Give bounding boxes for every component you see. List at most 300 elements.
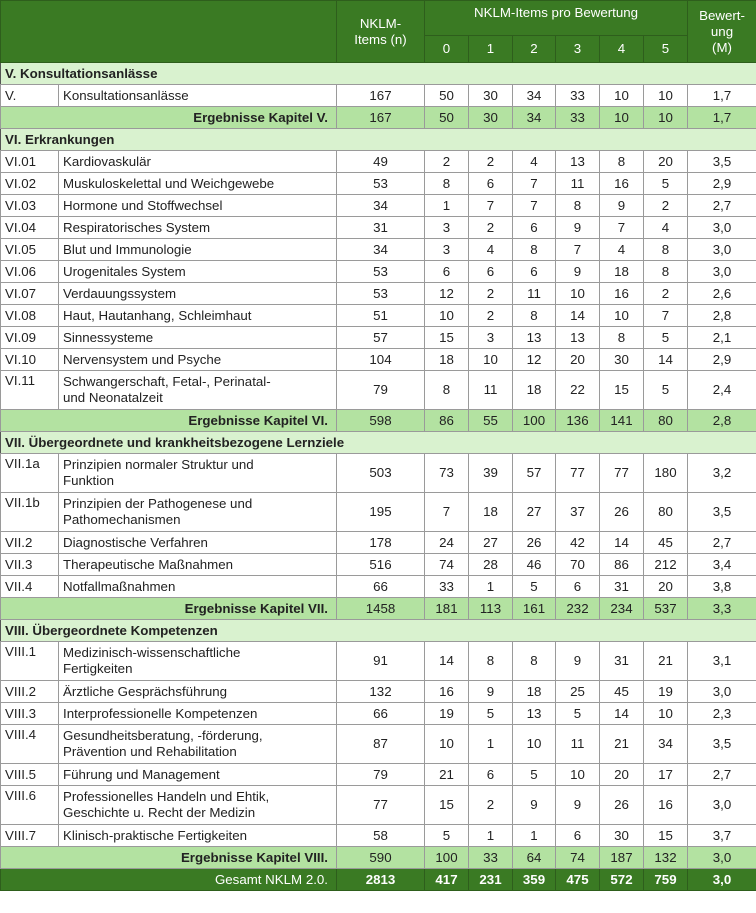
cell-rating-4: 45 xyxy=(600,681,644,703)
header-nklm-items-line1: NKLM- xyxy=(359,15,402,31)
cell-rating-4: 572 xyxy=(600,869,644,891)
cell-rating-4: 10 xyxy=(600,107,644,129)
cell-rating-2: 7 xyxy=(513,195,556,217)
chapter-title: VIII. Übergeordnete Kompetenzen xyxy=(1,620,756,642)
cell-rating-2: 13 xyxy=(513,703,556,725)
chapter-header-row xyxy=(1,63,756,85)
chapter-title: V. Konsultationsanlässe xyxy=(1,63,756,85)
cell-rating-2: 5 xyxy=(513,576,556,598)
cell-rating-1: 30 xyxy=(469,107,513,129)
cell-nklm-items: 49 xyxy=(337,151,425,173)
cell-rating-0: 181 xyxy=(425,598,469,620)
cell-code: VI.08 xyxy=(1,305,59,327)
summary-label: Ergebnisse Kapitel VII. xyxy=(1,598,337,620)
cell-nklm-items: 34 xyxy=(337,239,425,261)
header-mean-rating xyxy=(688,1,756,63)
cell-rating-0: 2 xyxy=(425,151,469,173)
cell-rating-0: 100 xyxy=(425,847,469,869)
cell-rating-1: 1 xyxy=(469,825,513,847)
cell-rating-1: 2 xyxy=(469,283,513,305)
cell-rating-3: 8 xyxy=(556,195,600,217)
cell-rating-2: 27 xyxy=(513,493,556,532)
cell-rating-4: 14 xyxy=(600,532,644,554)
cell-rating-5: 759 xyxy=(644,869,688,891)
cell-label-line1: Verdauungssystem xyxy=(63,285,177,301)
cell-rating-2: 13 xyxy=(513,327,556,349)
chapter-summary-row xyxy=(1,847,756,869)
chapter-header-row xyxy=(1,129,756,151)
cell-rating-2: 18 xyxy=(513,371,556,410)
cell-rating-2: 7 xyxy=(513,173,556,195)
cell-rating-2: 8 xyxy=(513,305,556,327)
cell-label-line1: Muskuloskelettal und Weichgewebe xyxy=(63,175,275,191)
cell-rating-2: 8 xyxy=(513,642,556,681)
cell-mean-rating: 3,5 xyxy=(688,151,756,173)
cell-rating-4: 15 xyxy=(600,371,644,410)
cell-nklm-items: 77 xyxy=(337,786,425,825)
cell-label-line1: Nervensystem und Psyche xyxy=(63,351,222,367)
cell-rating-2: 34 xyxy=(513,85,556,107)
table-row xyxy=(1,825,756,847)
cell-label-line2: Prävention und Rehabilitation xyxy=(63,744,237,759)
cell-rating-2: 359 xyxy=(513,869,556,891)
cell-rating-5: 14 xyxy=(644,349,688,371)
header-rating-0: 0 xyxy=(425,36,469,63)
cell-mean-rating: 3,0 xyxy=(688,847,756,869)
cell-rating-1: 2 xyxy=(469,305,513,327)
cell-rating-0: 8 xyxy=(425,173,469,195)
cell-rating-1: 5 xyxy=(469,703,513,725)
cell-label xyxy=(59,371,337,410)
cell-rating-1: 39 xyxy=(469,454,513,493)
cell-code: VIII.1 xyxy=(1,642,59,681)
cell-mean-rating: 1,7 xyxy=(688,107,756,129)
table-row xyxy=(1,239,756,261)
cell-nklm-items: 2813 xyxy=(337,869,425,891)
cell-mean-rating: 3,1 xyxy=(688,642,756,681)
cell-rating-4: 8 xyxy=(600,151,644,173)
cell-code: VI.09 xyxy=(1,327,59,349)
cell-rating-3: 232 xyxy=(556,598,600,620)
cell-mean-rating: 3,3 xyxy=(688,598,756,620)
cell-label-line1: Sinnessysteme xyxy=(63,329,154,345)
table-row xyxy=(1,217,756,239)
cell-nklm-items: 598 xyxy=(337,410,425,432)
cell-code: VI.01 xyxy=(1,151,59,173)
cell-mean-rating: 3,4 xyxy=(688,554,756,576)
cell-rating-0: 7 xyxy=(425,493,469,532)
cell-mean-rating: 3,0 xyxy=(688,217,756,239)
cell-rating-5: 2 xyxy=(644,195,688,217)
cell-label-line1: Professionelles Handeln und Ehtik, xyxy=(63,789,270,804)
cell-rating-1: 231 xyxy=(469,869,513,891)
cell-rating-0: 16 xyxy=(425,681,469,703)
cell-rating-0: 24 xyxy=(425,532,469,554)
cell-nklm-items: 1458 xyxy=(337,598,425,620)
cell-label xyxy=(59,554,337,576)
cell-code: VIII.7 xyxy=(1,825,59,847)
cell-rating-4: 141 xyxy=(600,410,644,432)
cell-nklm-items: 167 xyxy=(337,85,425,107)
cell-rating-2: 34 xyxy=(513,107,556,129)
cell-rating-0: 5 xyxy=(425,825,469,847)
cell-rating-0: 73 xyxy=(425,454,469,493)
cell-rating-3: 5 xyxy=(556,703,600,725)
cell-rating-3: 13 xyxy=(556,151,600,173)
cell-rating-3: 9 xyxy=(556,786,600,825)
cell-rating-1: 11 xyxy=(469,371,513,410)
cell-code: VI.11 xyxy=(1,371,59,410)
cell-code: VII.3 xyxy=(1,554,59,576)
cell-label xyxy=(59,681,337,703)
cell-rating-3: 22 xyxy=(556,371,600,410)
cell-rating-5: 132 xyxy=(644,847,688,869)
cell-mean-rating: 2,3 xyxy=(688,703,756,725)
cell-code: VII.2 xyxy=(1,532,59,554)
cell-label-line1: Gesundheitsberatung, -förderung, xyxy=(63,728,263,743)
cell-mean-rating: 3,0 xyxy=(688,869,756,891)
table-row xyxy=(1,642,756,681)
table-body xyxy=(1,63,756,891)
cell-rating-1: 1 xyxy=(469,576,513,598)
header-blank xyxy=(1,1,337,63)
cell-label xyxy=(59,454,337,493)
cell-rating-3: 37 xyxy=(556,493,600,532)
table-row xyxy=(1,681,756,703)
cell-label xyxy=(59,764,337,786)
cell-label-line1: Blut und Immunologie xyxy=(63,241,192,257)
header-nklm-items xyxy=(337,1,425,63)
cell-label xyxy=(59,85,337,107)
cell-mean-rating: 2,6 xyxy=(688,283,756,305)
cell-rating-5: 10 xyxy=(644,85,688,107)
chapter-header-row xyxy=(1,620,756,642)
cell-mean-rating: 3,0 xyxy=(688,261,756,283)
cell-label-line1: Prinzipien der Pathogenese und xyxy=(63,496,253,511)
cell-rating-0: 10 xyxy=(425,725,469,764)
cell-rating-5: 20 xyxy=(644,151,688,173)
cell-rating-3: 33 xyxy=(556,107,600,129)
cell-nklm-items: 132 xyxy=(337,681,425,703)
header-rating-5: 5 xyxy=(644,36,688,63)
table-row xyxy=(1,703,756,725)
cell-rating-5: 16 xyxy=(644,786,688,825)
cell-rating-2: 6 xyxy=(513,217,556,239)
cell-nklm-items: 58 xyxy=(337,825,425,847)
cell-rating-2: 11 xyxy=(513,283,556,305)
cell-rating-5: 20 xyxy=(644,576,688,598)
cell-rating-1: 9 xyxy=(469,681,513,703)
cell-mean-rating: 1,7 xyxy=(688,85,756,107)
chapter-header-row xyxy=(1,432,756,454)
cell-rating-5: 80 xyxy=(644,410,688,432)
cell-code: VI.05 xyxy=(1,239,59,261)
cell-label-line2: Fertigkeiten xyxy=(63,661,133,676)
summary-label: Ergebnisse Kapitel V. xyxy=(1,107,337,129)
cell-rating-2: 12 xyxy=(513,349,556,371)
table-row xyxy=(1,283,756,305)
cell-rating-1: 113 xyxy=(469,598,513,620)
cell-rating-4: 86 xyxy=(600,554,644,576)
cell-rating-1: 55 xyxy=(469,410,513,432)
cell-label-line1: Hormone und Stoffwechsel xyxy=(63,197,223,213)
cell-rating-0: 15 xyxy=(425,786,469,825)
cell-nklm-items: 590 xyxy=(337,847,425,869)
cell-rating-0: 50 xyxy=(425,85,469,107)
cell-rating-3: 11 xyxy=(556,173,600,195)
cell-rating-5: 80 xyxy=(644,493,688,532)
table-header xyxy=(1,1,756,63)
cell-nklm-items: 516 xyxy=(337,554,425,576)
cell-rating-1: 2 xyxy=(469,786,513,825)
cell-rating-0: 417 xyxy=(425,869,469,891)
cell-rating-3: 77 xyxy=(556,454,600,493)
cell-mean-rating: 3,0 xyxy=(688,681,756,703)
chapter-summary-row xyxy=(1,598,756,620)
header-per-rating: NKLM-Items pro Bewertung xyxy=(425,1,688,36)
table-row xyxy=(1,327,756,349)
cell-rating-0: 14 xyxy=(425,642,469,681)
cell-rating-1: 33 xyxy=(469,847,513,869)
header-mean-line3: (M) xyxy=(712,39,732,55)
table-row xyxy=(1,764,756,786)
cell-code: V. xyxy=(1,85,59,107)
cell-code: VI.10 xyxy=(1,349,59,371)
cell-rating-4: 9 xyxy=(600,195,644,217)
table-row xyxy=(1,261,756,283)
cell-mean-rating: 2,7 xyxy=(688,764,756,786)
cell-rating-1: 2 xyxy=(469,217,513,239)
cell-mean-rating: 2,9 xyxy=(688,173,756,195)
cell-rating-2: 57 xyxy=(513,454,556,493)
cell-nklm-items: 66 xyxy=(337,576,425,598)
cell-label xyxy=(59,493,337,532)
cell-rating-5: 8 xyxy=(644,261,688,283)
cell-rating-2: 9 xyxy=(513,786,556,825)
cell-mean-rating: 2,4 xyxy=(688,371,756,410)
chapter-title: VII. Übergeordnete und krankheitsbezogene Lernziele xyxy=(1,432,756,454)
cell-label-line1: Schwangerschaft, Fetal-, Perinatal- xyxy=(63,374,271,389)
cell-label-line1: Diagnostische Verfahren xyxy=(63,534,208,550)
cell-nklm-items: 51 xyxy=(337,305,425,327)
cell-label-line1: Führung und Management xyxy=(63,766,220,782)
cell-nklm-items: 195 xyxy=(337,493,425,532)
cell-code: VII.4 xyxy=(1,576,59,598)
cell-label-line1: Kardiovaskulär xyxy=(63,153,151,169)
table-row xyxy=(1,493,756,532)
cell-rating-5: 10 xyxy=(644,107,688,129)
header-rating-4: 4 xyxy=(600,36,644,63)
cell-rating-5: 5 xyxy=(644,327,688,349)
cell-rating-4: 16 xyxy=(600,173,644,195)
cell-rating-3: 14 xyxy=(556,305,600,327)
cell-mean-rating: 2,8 xyxy=(688,410,756,432)
cell-rating-0: 86 xyxy=(425,410,469,432)
cell-rating-5: 34 xyxy=(644,725,688,764)
cell-label-line1: Konsultationsanlässe xyxy=(63,87,189,103)
cell-rating-2: 18 xyxy=(513,681,556,703)
cell-rating-0: 18 xyxy=(425,349,469,371)
cell-mean-rating: 3,7 xyxy=(688,825,756,847)
cell-rating-4: 10 xyxy=(600,305,644,327)
cell-mean-rating: 3,8 xyxy=(688,576,756,598)
cell-nklm-items: 34 xyxy=(337,195,425,217)
cell-rating-3: 11 xyxy=(556,725,600,764)
cell-rating-2: 26 xyxy=(513,532,556,554)
cell-nklm-items: 91 xyxy=(337,642,425,681)
cell-rating-5: 7 xyxy=(644,305,688,327)
table-row xyxy=(1,371,756,410)
cell-label-line2: und Neonatalzeit xyxy=(63,390,163,405)
cell-rating-3: 74 xyxy=(556,847,600,869)
cell-rating-3: 6 xyxy=(556,576,600,598)
table-row xyxy=(1,725,756,764)
cell-nklm-items: 178 xyxy=(337,532,425,554)
cell-nklm-items: 31 xyxy=(337,217,425,239)
cell-label-line1: Interprofessionelle Kompetenzen xyxy=(63,705,258,721)
cell-label-line1: Respiratorisches System xyxy=(63,219,211,235)
cell-rating-5: 21 xyxy=(644,642,688,681)
cell-rating-5: 212 xyxy=(644,554,688,576)
cell-label-line1: Haut, Hautanhang, Schleimhaut xyxy=(63,307,252,323)
cell-nklm-items: 503 xyxy=(337,454,425,493)
cell-nklm-items: 87 xyxy=(337,725,425,764)
cell-rating-1: 6 xyxy=(469,764,513,786)
cell-rating-4: 26 xyxy=(600,493,644,532)
cell-rating-0: 12 xyxy=(425,283,469,305)
cell-nklm-items: 79 xyxy=(337,764,425,786)
cell-rating-2: 46 xyxy=(513,554,556,576)
cell-rating-1: 7 xyxy=(469,195,513,217)
cell-rating-4: 30 xyxy=(600,349,644,371)
cell-nklm-items: 57 xyxy=(337,327,425,349)
cell-rating-3: 9 xyxy=(556,217,600,239)
chapter-title: VI. Erkrankungen xyxy=(1,129,756,151)
cell-rating-3: 42 xyxy=(556,532,600,554)
table-row xyxy=(1,305,756,327)
header-mean-line1: Bewert- xyxy=(699,7,745,23)
cell-rating-1: 10 xyxy=(469,349,513,371)
cell-code: VIII.3 xyxy=(1,703,59,725)
cell-rating-1: 6 xyxy=(469,173,513,195)
cell-rating-0: 10 xyxy=(425,305,469,327)
cell-mean-rating: 2,8 xyxy=(688,305,756,327)
cell-code: VI.03 xyxy=(1,195,59,217)
cell-rating-3: 25 xyxy=(556,681,600,703)
cell-rating-0: 6 xyxy=(425,261,469,283)
table-row xyxy=(1,195,756,217)
cell-rating-1: 1 xyxy=(469,725,513,764)
cell-mean-rating: 3,0 xyxy=(688,786,756,825)
cell-code: VIII.4 xyxy=(1,725,59,764)
cell-rating-2: 64 xyxy=(513,847,556,869)
cell-rating-4: 14 xyxy=(600,703,644,725)
header-mean-line2: ung xyxy=(710,23,734,39)
cell-rating-4: 10 xyxy=(600,85,644,107)
cell-rating-0: 21 xyxy=(425,764,469,786)
cell-code: VII.1a xyxy=(1,454,59,493)
cell-rating-5: 5 xyxy=(644,173,688,195)
cell-label-line2: Funktion xyxy=(63,473,114,488)
total-label: Gesamt NKLM 2.0. xyxy=(1,869,337,891)
cell-code: VIII.6 xyxy=(1,786,59,825)
table-row xyxy=(1,85,756,107)
header-nklm-items-line2: Items (n) xyxy=(354,31,407,47)
table-row xyxy=(1,173,756,195)
cell-mean-rating: 2,7 xyxy=(688,195,756,217)
cell-label-line1: Medizinisch-wissenschaftliche xyxy=(63,645,241,660)
cell-code: VI.07 xyxy=(1,283,59,305)
cell-rating-3: 9 xyxy=(556,642,600,681)
cell-rating-3: 9 xyxy=(556,261,600,283)
table-row xyxy=(1,786,756,825)
table-row xyxy=(1,349,756,371)
cell-rating-4: 31 xyxy=(600,576,644,598)
cell-rating-0: 15 xyxy=(425,327,469,349)
cell-label xyxy=(59,349,337,371)
cell-rating-5: 15 xyxy=(644,825,688,847)
cell-label xyxy=(59,173,337,195)
cell-rating-1: 18 xyxy=(469,493,513,532)
cell-nklm-items: 79 xyxy=(337,371,425,410)
cell-label xyxy=(59,703,337,725)
table-row xyxy=(1,576,756,598)
cell-mean-rating: 3,5 xyxy=(688,493,756,532)
grand-total-row xyxy=(1,869,756,891)
cell-nklm-items: 53 xyxy=(337,173,425,195)
cell-rating-4: 8 xyxy=(600,327,644,349)
cell-rating-5: 17 xyxy=(644,764,688,786)
cell-rating-0: 74 xyxy=(425,554,469,576)
cell-rating-4: 18 xyxy=(600,261,644,283)
cell-nklm-items: 66 xyxy=(337,703,425,725)
cell-rating-5: 5 xyxy=(644,371,688,410)
cell-rating-2: 5 xyxy=(513,764,556,786)
cell-rating-0: 19 xyxy=(425,703,469,725)
cell-label-line1: Ärztliche Gesprächsführung xyxy=(63,683,228,699)
cell-label xyxy=(59,217,337,239)
cell-rating-1: 27 xyxy=(469,532,513,554)
cell-rating-3: 136 xyxy=(556,410,600,432)
cell-rating-0: 1 xyxy=(425,195,469,217)
cell-code: VI.04 xyxy=(1,217,59,239)
cell-rating-2: 10 xyxy=(513,725,556,764)
cell-rating-1: 3 xyxy=(469,327,513,349)
cell-rating-1: 30 xyxy=(469,85,513,107)
cell-label xyxy=(59,576,337,598)
cell-rating-2: 1 xyxy=(513,825,556,847)
cell-nklm-items: 53 xyxy=(337,283,425,305)
cell-rating-0: 8 xyxy=(425,371,469,410)
chapter-summary-row xyxy=(1,410,756,432)
cell-rating-0: 3 xyxy=(425,217,469,239)
cell-rating-3: 7 xyxy=(556,239,600,261)
cell-rating-1: 28 xyxy=(469,554,513,576)
cell-rating-3: 13 xyxy=(556,327,600,349)
cell-label xyxy=(59,786,337,825)
cell-rating-4: 77 xyxy=(600,454,644,493)
cell-code: VI.02 xyxy=(1,173,59,195)
cell-rating-3: 10 xyxy=(556,764,600,786)
cell-label xyxy=(59,642,337,681)
cell-nklm-items: 104 xyxy=(337,349,425,371)
cell-rating-5: 45 xyxy=(644,532,688,554)
cell-label-line2: Pathomechanismen xyxy=(63,512,181,527)
cell-rating-2: 161 xyxy=(513,598,556,620)
cell-nklm-items: 167 xyxy=(337,107,425,129)
cell-label-line1: Notfallmaßnahmen xyxy=(63,578,176,594)
cell-rating-3: 475 xyxy=(556,869,600,891)
